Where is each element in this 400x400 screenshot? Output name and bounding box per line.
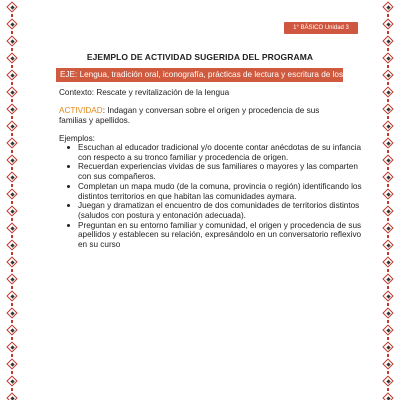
diamond-motif-icon bbox=[383, 36, 393, 46]
border-dash bbox=[11, 303, 13, 306]
diamond-motif-icon bbox=[7, 155, 17, 165]
diamond-motif-icon bbox=[383, 70, 393, 80]
border-dash bbox=[11, 167, 13, 170]
diamond-motif-icon bbox=[383, 240, 393, 250]
list-item: Escuchan al educador tradicional y/o docente contar anécdotas de su infancia con respecto a su tronco familiar y procedencia de origen. bbox=[78, 143, 368, 162]
decorative-border-right bbox=[380, 0, 396, 400]
actividad-paragraph bbox=[59, 106, 344, 126]
diamond-motif-icon bbox=[7, 172, 17, 182]
diamond-motif-icon bbox=[7, 291, 17, 301]
border-dash bbox=[11, 252, 13, 255]
diamond-motif-icon bbox=[7, 376, 17, 386]
border-dash bbox=[11, 150, 13, 153]
diamond-motif-icon bbox=[383, 291, 393, 301]
border-dash bbox=[387, 65, 389, 68]
border-dash bbox=[387, 167, 389, 170]
border-dash bbox=[11, 286, 13, 289]
border-dash bbox=[387, 133, 389, 136]
border-dash bbox=[11, 48, 13, 51]
diamond-motif-icon bbox=[7, 342, 17, 352]
diamond-motif-icon bbox=[7, 104, 17, 114]
diamond-motif-icon bbox=[7, 2, 17, 12]
diamond-motif-icon bbox=[7, 189, 17, 199]
diamond-motif-icon bbox=[383, 155, 393, 165]
diamond-motif-icon bbox=[383, 223, 393, 233]
border-dash bbox=[11, 133, 13, 136]
diamond-motif-icon bbox=[7, 257, 17, 267]
page-title: EJEMPLO DE ACTIVIDAD SUGERIDA DEL PROGRAMA bbox=[86, 52, 314, 62]
border-dash bbox=[387, 14, 389, 17]
diamond-motif-icon bbox=[7, 70, 17, 80]
diamond-motif-icon bbox=[7, 206, 17, 216]
diamond-motif-icon bbox=[7, 121, 17, 131]
diamond-motif-icon bbox=[383, 342, 393, 352]
border-dash bbox=[387, 371, 389, 374]
diamond-motif-icon bbox=[383, 19, 393, 29]
list-item: Completan un mapa mudo (de la comuna, provincia o región) identificando los distintos territorios en que habitan las comunidades aymara. bbox=[78, 182, 368, 201]
diamond-motif-icon bbox=[383, 257, 393, 267]
list-item: Recuerdan experiencias vividas de sus familiares o mayores y las comparten con sus compañeros. bbox=[78, 162, 368, 181]
diamond-motif-icon bbox=[383, 189, 393, 199]
border-dash bbox=[11, 116, 13, 119]
border-dash bbox=[11, 269, 13, 272]
border-dash bbox=[387, 99, 389, 102]
border-dash bbox=[11, 218, 13, 221]
border-dash bbox=[387, 184, 389, 187]
border-dash bbox=[387, 31, 389, 34]
border-dash bbox=[11, 388, 13, 391]
decorative-border-left bbox=[4, 0, 20, 400]
diamond-motif-icon bbox=[7, 223, 17, 233]
border-dash bbox=[11, 371, 13, 374]
list-item: Juegan y dramatizan el encuentro de dos comunidades de territorios distintos (saludos con postura y entonación adecuada). bbox=[78, 201, 368, 220]
diamond-motif-icon bbox=[7, 19, 17, 29]
border-dash bbox=[387, 354, 389, 357]
diamond-motif-icon bbox=[7, 393, 17, 400]
diamond-motif-icon bbox=[383, 104, 393, 114]
diamond-motif-icon bbox=[7, 240, 17, 250]
border-dash bbox=[387, 116, 389, 119]
diamond-motif-icon bbox=[7, 325, 17, 335]
diamond-motif-icon bbox=[383, 2, 393, 12]
border-dash bbox=[11, 31, 13, 34]
diamond-motif-icon bbox=[383, 87, 393, 97]
diamond-motif-icon bbox=[383, 274, 393, 284]
diamond-motif-icon bbox=[7, 53, 17, 63]
diamond-motif-icon bbox=[7, 308, 17, 318]
diamond-motif-icon bbox=[7, 359, 17, 369]
diamond-motif-icon bbox=[383, 138, 393, 148]
border-dash bbox=[387, 388, 389, 391]
border-dash bbox=[387, 252, 389, 255]
diamond-motif-icon bbox=[7, 36, 17, 46]
border-dash bbox=[11, 65, 13, 68]
list-item: Preguntan en su entorno familiar y comunidad, el origen y procedencia de sus apellidos y establecen su relación, expresándolo en un conversatorio reflexivo en su curso bbox=[78, 221, 368, 250]
diamond-motif-icon bbox=[383, 393, 393, 400]
border-dash bbox=[11, 320, 13, 323]
border-dash bbox=[11, 14, 13, 17]
grade-unit-badge: 1° BÁSICO Unidad 3 bbox=[284, 22, 358, 34]
diamond-motif-icon bbox=[383, 206, 393, 216]
diamond-motif-icon bbox=[383, 172, 393, 182]
border-dash bbox=[387, 320, 389, 323]
border-dash bbox=[387, 201, 389, 204]
diamond-motif-icon bbox=[7, 138, 17, 148]
contexto-line: Contexto: Rescate y revitalización de la lengua bbox=[59, 88, 230, 97]
border-dash bbox=[387, 269, 389, 272]
eje-banner: EJE: Lengua, tradición oral, iconografía, prácticas de lectura y escritura de los bbox=[56, 68, 343, 82]
border-dash bbox=[387, 150, 389, 153]
border-dash bbox=[387, 286, 389, 289]
border-dash bbox=[11, 184, 13, 187]
diamond-motif-icon bbox=[383, 53, 393, 63]
diamond-motif-icon bbox=[383, 121, 393, 131]
diamond-motif-icon bbox=[7, 274, 17, 284]
diamond-motif-icon bbox=[383, 325, 393, 335]
diamond-motif-icon bbox=[383, 359, 393, 369]
diamond-motif-icon bbox=[383, 376, 393, 386]
actividad-label: ACTIVIDAD bbox=[59, 106, 103, 115]
border-dash bbox=[387, 235, 389, 238]
border-dash bbox=[387, 303, 389, 306]
border-dash bbox=[11, 201, 13, 204]
diamond-motif-icon bbox=[383, 308, 393, 318]
ejemplos-list bbox=[59, 143, 368, 250]
diamond-motif-icon bbox=[7, 87, 17, 97]
border-dash bbox=[387, 82, 389, 85]
border-dash bbox=[11, 235, 13, 238]
ejemplos-heading: Ejemplos: bbox=[59, 134, 95, 143]
actividad-text: : Indagan y conversan sobre el origen y procedencia de sus familias y apellidos. bbox=[59, 106, 320, 125]
border-dash bbox=[387, 48, 389, 51]
border-dash bbox=[11, 99, 13, 102]
border-dash bbox=[11, 337, 13, 340]
border-dash bbox=[387, 337, 389, 340]
border-dash bbox=[387, 218, 389, 221]
border-dash bbox=[11, 82, 13, 85]
border-dash bbox=[11, 354, 13, 357]
